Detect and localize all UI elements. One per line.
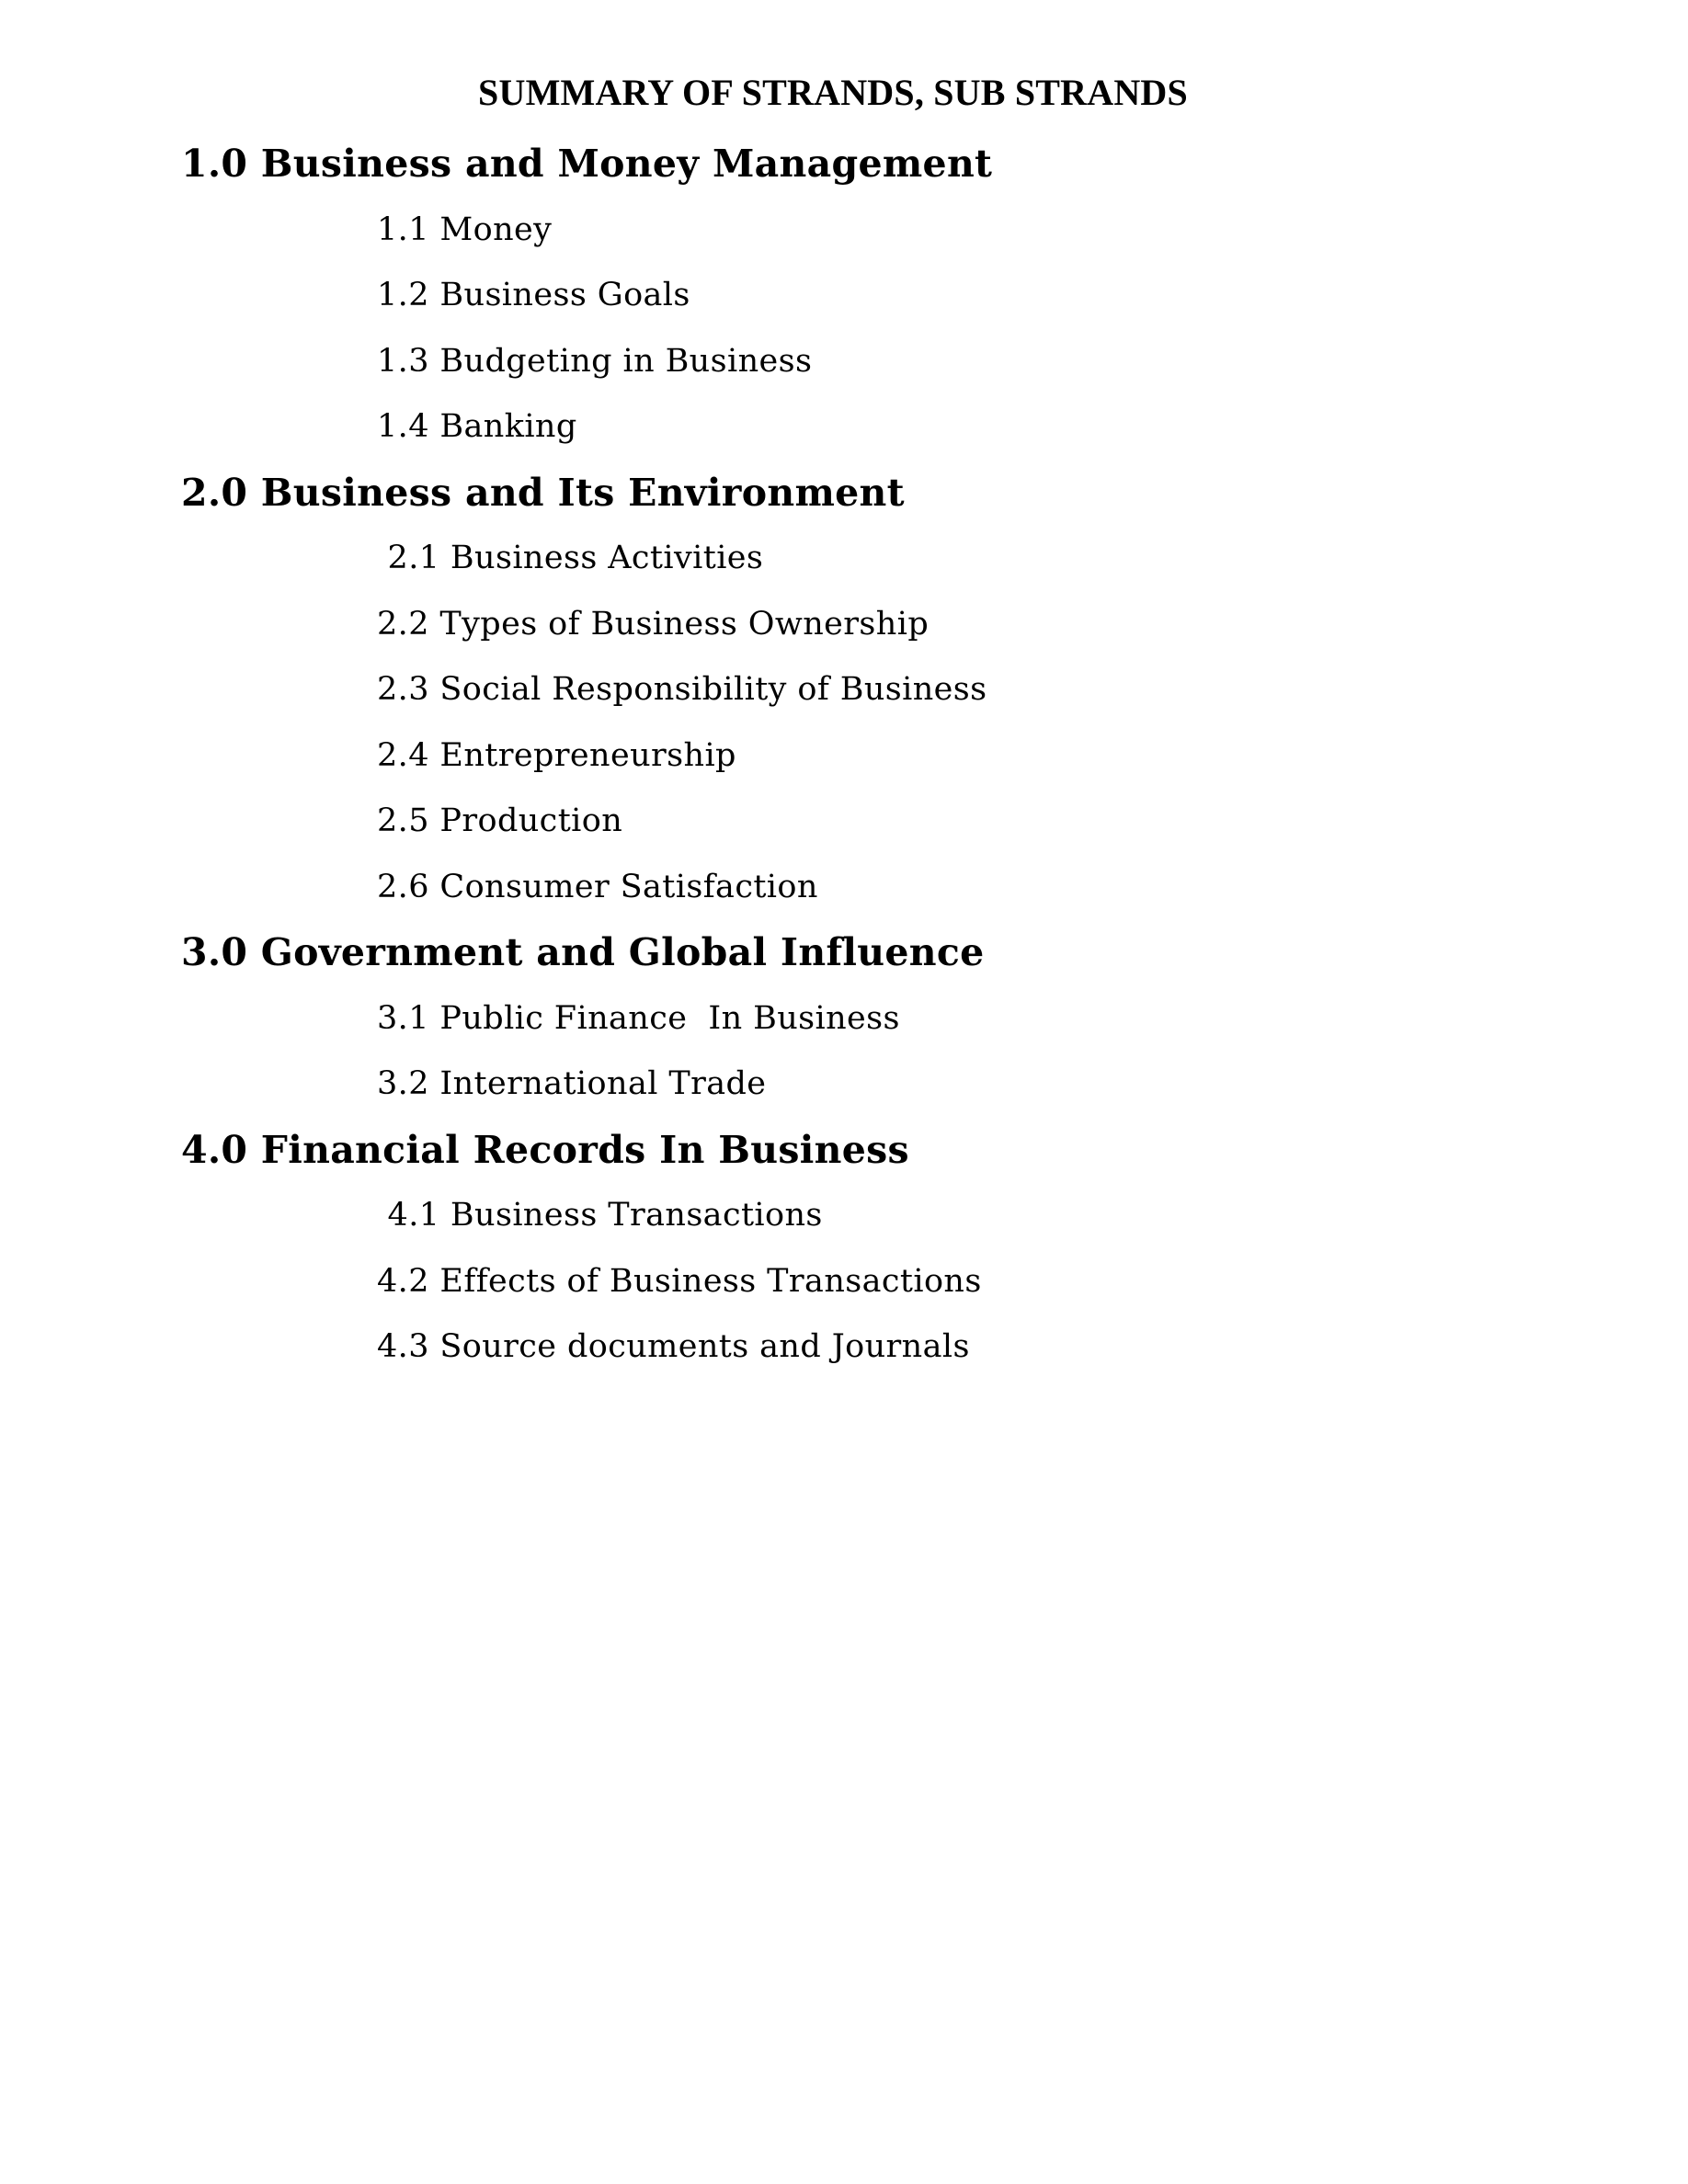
sub-strand-item: 2.2 Types of Business Ownership (377, 605, 930, 643)
sub-strand-item: 1.2 Business Goals (377, 277, 690, 313)
sub-strand-item: 3.2 International Trade (377, 1065, 767, 1102)
sub-strand-item: 2.6 Consumer Satisfaction (377, 868, 818, 905)
strand-heading: 3.0 Government and Global Influence (181, 930, 985, 974)
strand-list (181, 131, 1651, 1381)
sub-strand-item: 1.3 Budgeting in Business (377, 342, 813, 380)
sub-strand-item: 4.1 Business Transactions (377, 1197, 823, 1234)
sub-strand-item: 2.1 Business Activities (377, 540, 764, 576)
sub-strand-item: 4.3 Source documents and Journals (377, 1328, 970, 1365)
sub-strand-item: 4.2 Effects of Business Transactions (377, 1262, 982, 1300)
strand-heading: 2.0 Business and Its Environment (181, 470, 905, 515)
sub-strand-item: 2.5 Production (377, 802, 623, 839)
strand-heading: 4.0 Financial Records In Business (181, 1127, 909, 1172)
sub-strand-item: 1.4 Banking (377, 408, 577, 445)
sub-strand-item: 1.1 Money (377, 210, 553, 248)
document-title: SUMMARY OF STRANDS, SUB STRANDS (478, 72, 1188, 113)
strand-heading: 1.0 Business and Money Management (181, 142, 993, 186)
sub-strand-item: 2.4 Entrepreneurship (377, 736, 736, 774)
sub-strand-item: 2.3 Social Responsibility of Business (377, 671, 987, 708)
sub-strand-item: 3.1 Public Finance In Business (377, 999, 900, 1037)
